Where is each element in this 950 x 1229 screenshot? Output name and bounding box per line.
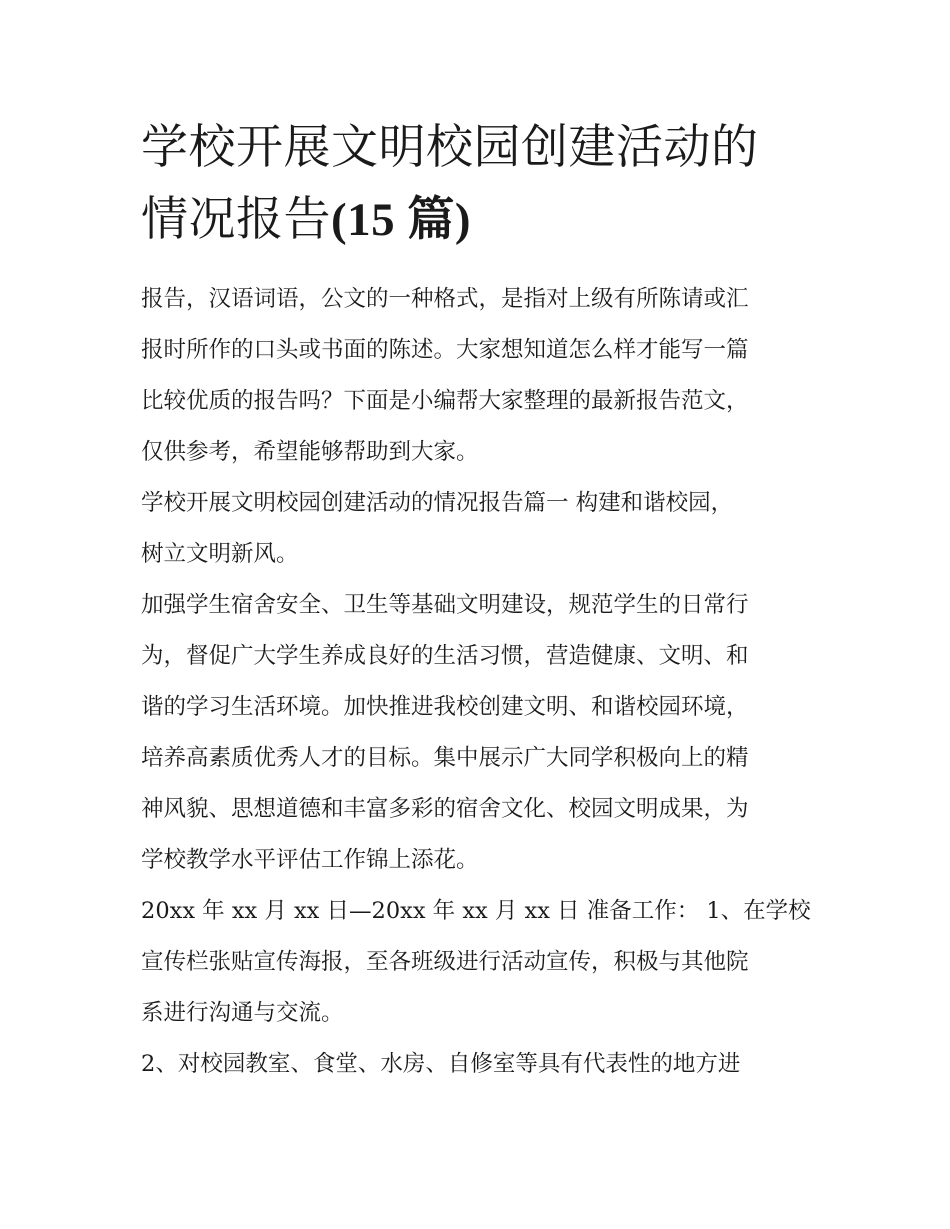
paragraph-step-2 [141,1039,813,1090]
text-line: 学校开展文明校园创建活动的情况报告篇一 构建和谐校园， [141,490,734,516]
text-line: 宣传栏张贴宣传海报，至各班级进行活动宣传，积极与其他院 [141,949,749,975]
text-line: 20xx 年 xx 月 xx 日—20xx 年 xx 月 xx 日 准备工作： 1、在学校 [141,898,811,924]
title-line-1: 学校开展文明校园创建活动的 [141,120,759,175]
text-line: 谐的学习生活环境。加快推进我校创建文明、和谐校园环境， [141,694,749,720]
paragraph-intro [141,274,813,478]
text-line: 系进行沟通与交流。 [141,1000,344,1026]
text-line: 比较优质的报告吗？下面是小编帮大家整理的最新报告范文， [141,388,749,414]
text-line: 报时所作的口头或书面的陈述。大家想知道怎么样才能写一篇 [141,337,749,363]
text-line: 加强学生宿舍安全、卫生等基础文明建设，规范学生的日常行 [141,592,749,618]
text-line: 报告，汉语词语，公文的一种格式，是指对上级有所陈请或汇 [141,286,749,312]
text-line: 2、对校园教室、食堂、水房、自修室等具有代表性的地方进 [141,1051,741,1077]
text-line: 树立文明新风。 [141,541,299,567]
text-line: 为，督促广大学生养成良好的生活习惯，营造健康、文明、和 [141,643,749,669]
paragraph-goals [141,580,813,886]
text-line: 学校教学水平评估工作锦上添花。 [141,847,479,873]
paragraph-schedule [141,886,813,1039]
document-page [141,112,813,1090]
text-line: 仅供参考，希望能够帮助到大家。 [141,439,479,465]
text-line: 培养高素质优秀人才的目标。集中展示广大同学积极向上的精 [141,745,749,771]
title-count: (15 篇) [331,194,472,246]
title-line-2: 情况报告 [141,192,331,247]
document-body [141,274,813,1090]
paragraph-section-heading [141,478,813,580]
text-line: 神风貌、思想道德和丰富多彩的宿舍文化、校园文明成果，为 [141,796,749,822]
document-title [141,112,813,256]
